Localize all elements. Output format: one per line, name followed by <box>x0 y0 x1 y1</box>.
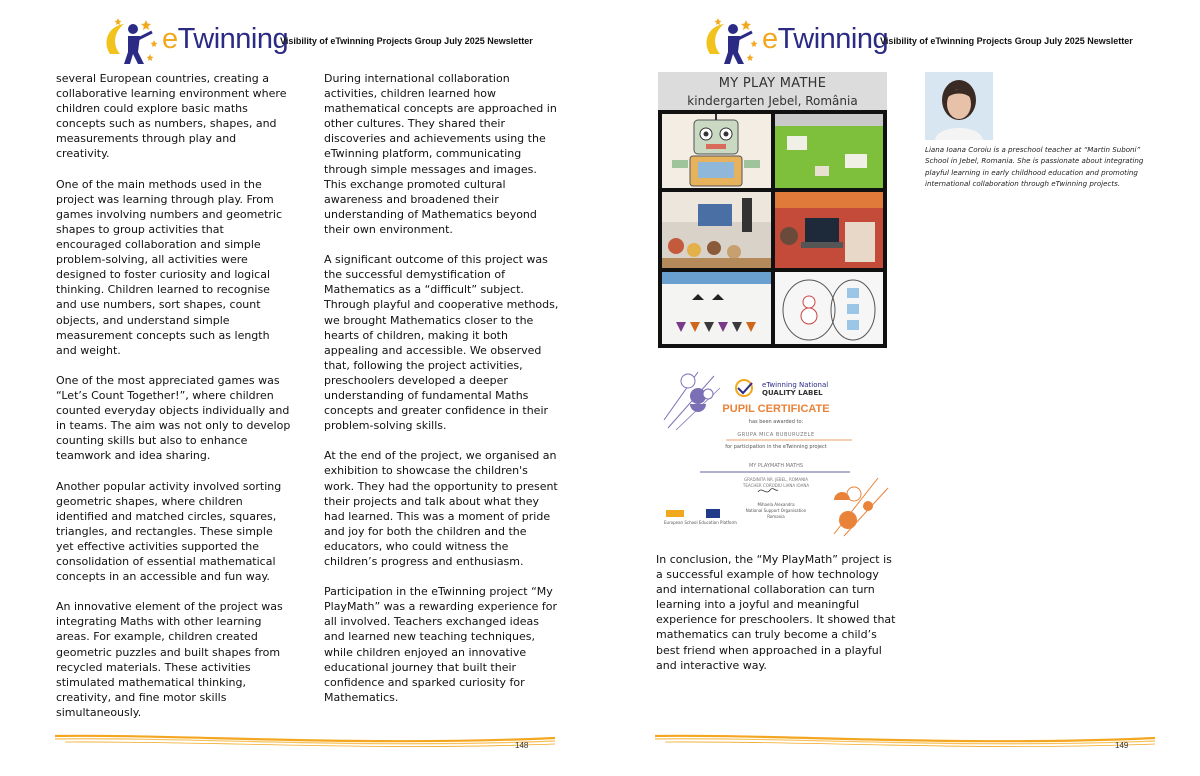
page-number: 149 <box>1115 741 1129 750</box>
certificate-project: MY PLAYMATH MATHS <box>748 463 804 469</box>
paragraph: At the end of the project, we organised an exhibition to showcase the children's work. They had the opportunity to present their projects and talk about what they had learned. This was a moment of pride and joy for both the children and the educators, who could witness the children’s progress and enthusiasm. <box>324 449 558 568</box>
author-photo <box>925 72 993 140</box>
paragraph: several European countries, creating a collaborative learning environment where children could explore basic maths concepts such as numbers, shapes, and measurements through play and creativity. <box>56 72 287 161</box>
collage-title: MY PLAY MATHE <box>718 76 827 91</box>
page-number: 148 <box>515 741 529 750</box>
certificate-signatory: Mihaela Alexandra <box>757 502 795 507</box>
collage-header <box>658 72 887 110</box>
photo-green-table <box>775 114 883 188</box>
certificate-recipient: GRUPA MICA BUBURUZELE <box>737 432 815 438</box>
author-portrait <box>925 72 993 140</box>
paragraph: One of the most appreciated games was “Let’s Count Together!”, where children counted everyday objects individually and in teams. The aim was not only to develop counting skills but also to enhance teamwork and idea sharing. <box>56 373 291 463</box>
certificate-signatory-country: Romania <box>767 514 785 519</box>
newsletter-page-right <box>600 0 1200 776</box>
certificate-participation: for participation in the eTwinning project <box>725 444 827 450</box>
conclusion-paragraph <box>656 552 896 688</box>
photo-classroom-screen <box>662 192 771 268</box>
footer-swoosh <box>655 733 1155 749</box>
certificate-awarded-text: has been awarded to: <box>748 419 804 425</box>
newsletter-title: Visibility of eTwinning Projects Group July 2025 Newsletter <box>880 36 1133 46</box>
text-column-1 <box>56 71 292 735</box>
paragraph: A significant outcome of this project was the successful demystification of Mathematics as a “difficult” subject. Through playful and cooperative methods, we brought Mathematics closer to the hearts of children, making it both appealing and accessible. We observed that, following the project activities, preschoolers developed a deeper understanding of fundamental Maths concepts and greater confidence in their problem-solving skills. <box>324 253 559 433</box>
paragraph: Participation in the eTwinning project “My PlayMath” was a rewarding experience for all involved. Teachers exchanged ideas and learned new teaching techniques, while children enjoyed an innovative educational journey that built their confidence and sparked curiosity for Mathematics. <box>324 585 558 704</box>
newsletter-title: Visibility of eTwinning Projects Group July 2025 Newsletter <box>280 36 533 46</box>
logo-wordmark: eTwinning <box>162 23 289 55</box>
etwinning-figure-icon <box>100 14 160 68</box>
page-header <box>100 14 560 68</box>
paragraph: One of the main methods used in the project was learning through play. From games involving numbers and geometric shapes to group activities that encouraged collaboration and simple problem-solving, all activities were designed to foster curiosity and logical thinking. Children learned to recognise and use numbers, sort shapes, count objects, and understand simple measurement concepts such as length and weight. <box>56 177 283 357</box>
footer-swoosh <box>55 733 555 749</box>
collage-subtitle: kindergarten Jebel, România <box>687 94 858 108</box>
certificate-title: PUPIL CERTIFICATE <box>722 403 830 415</box>
etwinning-figure-icon <box>700 14 760 68</box>
pupil-certificate <box>658 364 894 542</box>
photo-laptop-activity <box>775 192 883 268</box>
paragraph: Another popular activity involved sorting geometric shapes, where children identified and matched circles, squares, triangles, and rectangles. These simple yet effective activities supported the consolidation of essential mathematical concepts in an accessible and fun way. <box>56 479 282 584</box>
etwinning-logo <box>700 14 889 68</box>
project-photo-collage <box>658 72 887 348</box>
photo-shape-sorting <box>662 272 771 344</box>
page-header <box>700 14 1160 68</box>
certificate-signatory-role: National Support Organisation <box>745 508 807 513</box>
certificate-brand: eTwinning National QUALITY LABEL <box>762 381 829 397</box>
paragraph: In conclusion, the “My PlayMath” project is a successful example of how technology and international collaboration can turn learning into a joyful and meaningful experience for preschoolers. It showed that mathematics can truly become a child’s best friend when approached in a playful and interactive way. <box>656 553 896 672</box>
certificate-teacher: TEACHER CORODIU LIANA IOANA <box>742 483 810 488</box>
text-column-2 <box>324 71 560 720</box>
etwinning-logo <box>100 14 289 68</box>
photo-snowman-counting <box>775 272 883 344</box>
certificate-school: GRADINITA NR. JEBEL, ROMANIA <box>744 477 808 482</box>
logo-wordmark: eTwinning <box>762 23 889 55</box>
certificate-platform: European School Education Platform <box>664 520 737 525</box>
paragraph: During international collaboration activities, children learned how mathematical concepts are approached in other cultures. They shared their discoveries and achievements using the eTwinning platform, communicating through simple messages and images. This exchange promoted cultural awareness and broadened their understanding of Mathematics beyond their own environment. <box>324 72 557 236</box>
photo-robot-drawing <box>662 114 771 188</box>
author-caption: Liana Ioana Coroiu is a preschool teacher at “Martin Suboni” School in Jebel, Romania. She is passionate about integrating playful learning in early childhood education and promoting international collaboration through eTwinning projects. <box>925 145 1144 188</box>
paragraph: An innovative element of the project was integrating Maths with other learning areas. For example, children created geometric puzzles and built shapes from recycled materials. These activities stimulated mathematical thinking, creativity, and fine motor skills simultaneously. <box>56 600 283 719</box>
